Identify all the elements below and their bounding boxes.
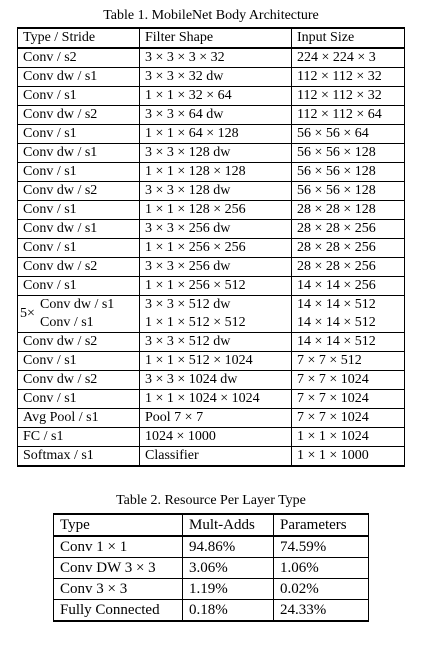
repeat-filter-shape: 1 × 1 × 512 × 512 bbox=[145, 315, 246, 330]
layer-type-cell: Conv DW 3 × 3 bbox=[54, 558, 183, 579]
layer-type-cell: Conv 3 × 3 bbox=[54, 579, 183, 600]
table-row bbox=[18, 48, 405, 68]
input-size-cell: 14 × 14 × 256 bbox=[292, 277, 405, 296]
table-row bbox=[54, 558, 369, 579]
table-row bbox=[18, 144, 405, 163]
table2-header-row bbox=[54, 514, 369, 536]
table-row bbox=[54, 536, 369, 558]
input-size-cell: 28 × 28 × 256 bbox=[292, 220, 405, 239]
filter-shape-cell: 1024 × 1000 bbox=[140, 428, 292, 447]
input-size-cell: 224 × 224 × 3 bbox=[292, 48, 405, 68]
type-stride-cell: Conv / s1 bbox=[18, 390, 140, 409]
filter-shape-cell: Classifier bbox=[140, 447, 292, 467]
type-stride-cell: Conv / s1 bbox=[18, 163, 140, 182]
input-size-cell: 7 × 7 × 1024 bbox=[292, 371, 405, 390]
input-size-cell: 56 × 56 × 64 bbox=[292, 125, 405, 144]
input-size-cell: 7 × 7 × 512 bbox=[292, 352, 405, 371]
filter-shape-cell: 1 × 1 × 1024 × 1024 bbox=[140, 390, 292, 409]
input-size-cell: 7 × 7 × 1024 bbox=[292, 409, 405, 428]
table-row bbox=[18, 352, 405, 371]
mult-adds-cell: 1.19% bbox=[183, 579, 274, 600]
filter-shape-cell: 3 × 3 × 128 dw bbox=[140, 182, 292, 201]
table2-caption: Table 2. Resource Per Layer Type bbox=[116, 493, 306, 508]
type-stride-cell: Conv dw / s2 bbox=[18, 371, 140, 390]
repeat-filter-shape: 3 × 3 × 512 dw bbox=[145, 297, 231, 312]
filter-shape-cell: 3 × 3 × 64 dw bbox=[140, 106, 292, 125]
header-parameters: Parameters bbox=[274, 514, 369, 536]
mult-adds-cell: 0.18% bbox=[183, 600, 274, 622]
filter-shape-cell: 1 × 1 × 128 × 128 bbox=[140, 163, 292, 182]
input-size-cell: 14 × 14 × 512 bbox=[292, 333, 405, 352]
type-stride-cell: Conv / s2 bbox=[18, 48, 140, 68]
type-stride-cell: Softmax / s1 bbox=[18, 447, 140, 467]
table1-caption: Table 1. MobileNet Body Architecture bbox=[103, 8, 319, 23]
input-size-cell: 56 × 56 × 128 bbox=[292, 182, 405, 201]
table-row bbox=[18, 220, 405, 239]
type-stride-cell: Conv / s1 bbox=[18, 87, 140, 106]
table-row bbox=[54, 600, 369, 622]
filter-shape-cell: 3 × 3 × 3 × 32 bbox=[140, 48, 292, 68]
header-type-stride: Type / Stride bbox=[18, 28, 140, 48]
filter-shape-cell: 1 × 1 × 512 × 1024 bbox=[140, 352, 292, 371]
repeat-input-size: 14 × 14 × 512 bbox=[297, 315, 376, 330]
mult-adds-cell: 94.86% bbox=[183, 536, 274, 558]
table2-body bbox=[54, 536, 369, 621]
type-stride-cell: Conv / s1 bbox=[18, 239, 140, 258]
parameters-cell: 24.33% bbox=[274, 600, 369, 622]
table-row bbox=[18, 258, 405, 277]
header-mult-adds: Mult-Adds bbox=[183, 514, 274, 536]
header-type: Type bbox=[54, 514, 183, 536]
type-stride-cell: Conv dw / s2 bbox=[18, 258, 140, 277]
input-size-cell: 112 × 112 × 32 bbox=[292, 87, 405, 106]
table-row bbox=[18, 428, 405, 447]
repeat-block-type-cell bbox=[18, 296, 140, 333]
input-size-cell: 1 × 1 × 1000 bbox=[292, 447, 405, 467]
input-size-cell: 56 × 56 × 128 bbox=[292, 144, 405, 163]
repeat-type-stride: Conv / s1 bbox=[40, 315, 94, 330]
filter-shape-cell: 3 × 3 × 256 dw bbox=[140, 258, 292, 277]
filter-shape-cell: 3 × 3 × 512 dw bbox=[140, 333, 292, 352]
type-stride-cell: Conv dw / s2 bbox=[18, 182, 140, 201]
input-size-cell: 7 × 7 × 1024 bbox=[292, 390, 405, 409]
header-filter-shape: Filter Shape bbox=[140, 28, 292, 48]
type-stride-cell: Conv dw / s2 bbox=[18, 106, 140, 125]
table-row bbox=[18, 277, 405, 296]
filter-shape-cell: 1 × 1 × 256 × 512 bbox=[140, 277, 292, 296]
table1-body bbox=[18, 48, 405, 466]
mult-adds-cell: 3.06% bbox=[183, 558, 274, 579]
input-size-cell: 56 × 56 × 128 bbox=[292, 163, 405, 182]
parameters-cell: 74.59% bbox=[274, 536, 369, 558]
filter-shape-cell bbox=[140, 296, 292, 333]
input-size-cell: 28 × 28 × 128 bbox=[292, 201, 405, 220]
type-stride-cell: Conv / s1 bbox=[18, 201, 140, 220]
input-size-cell: 112 × 112 × 32 bbox=[292, 68, 405, 87]
input-size-cell: 112 × 112 × 64 bbox=[292, 106, 405, 125]
mobilenet-architecture-table bbox=[17, 27, 405, 467]
table-row bbox=[18, 182, 405, 201]
filter-shape-cell: 3 × 3 × 128 dw bbox=[140, 144, 292, 163]
repeat-type-stride: Conv dw / s1 bbox=[40, 297, 115, 312]
table-row bbox=[54, 579, 369, 600]
layer-type-cell: Conv 1 × 1 bbox=[54, 536, 183, 558]
type-stride-cell: Conv dw / s1 bbox=[18, 220, 140, 239]
table-row bbox=[18, 201, 405, 220]
type-stride-cell: Conv dw / s1 bbox=[18, 144, 140, 163]
type-stride-cell: Conv dw / s1 bbox=[18, 68, 140, 87]
parameters-cell: 0.02% bbox=[274, 579, 369, 600]
repeat-multiplier: 5× bbox=[20, 306, 35, 321]
table-row bbox=[18, 106, 405, 125]
input-size-cell: 28 × 28 × 256 bbox=[292, 258, 405, 277]
filter-shape-cell: Pool 7 × 7 bbox=[140, 409, 292, 428]
table-row bbox=[18, 87, 405, 106]
type-stride-cell: Avg Pool / s1 bbox=[18, 409, 140, 428]
type-stride-cell: Conv dw / s2 bbox=[18, 333, 140, 352]
table-row bbox=[18, 239, 405, 258]
filter-shape-cell: 3 × 3 × 256 dw bbox=[140, 220, 292, 239]
parameters-cell: 1.06% bbox=[274, 558, 369, 579]
filter-shape-cell: 1 × 1 × 128 × 256 bbox=[140, 201, 292, 220]
input-size-cell: 28 × 28 × 256 bbox=[292, 239, 405, 258]
input-size-cell: 1 × 1 × 1024 bbox=[292, 428, 405, 447]
input-size-cell bbox=[292, 296, 405, 333]
table-row bbox=[18, 333, 405, 352]
table-row bbox=[18, 68, 405, 87]
filter-shape-cell: 1 × 1 × 64 × 128 bbox=[140, 125, 292, 144]
table-row bbox=[18, 125, 405, 144]
repeat-input-size: 14 × 14 × 512 bbox=[297, 297, 376, 312]
type-stride-cell: Conv / s1 bbox=[18, 352, 140, 371]
resource-per-layer-table bbox=[53, 513, 369, 622]
type-stride-cell: FC / s1 bbox=[18, 428, 140, 447]
filter-shape-cell: 3 × 3 × 32 dw bbox=[140, 68, 292, 87]
type-stride-cell: Conv / s1 bbox=[18, 125, 140, 144]
table-row bbox=[18, 163, 405, 182]
layer-type-cell: Fully Connected bbox=[54, 600, 183, 622]
type-stride-cell: Conv / s1 bbox=[18, 277, 140, 296]
table-row bbox=[18, 390, 405, 409]
filter-shape-cell: 1 × 1 × 256 × 256 bbox=[140, 239, 292, 258]
table-row bbox=[18, 447, 405, 467]
header-input-size: Input Size bbox=[292, 28, 405, 48]
filter-shape-cell: 3 × 3 × 1024 dw bbox=[140, 371, 292, 390]
table-row bbox=[18, 371, 405, 390]
table-row bbox=[18, 409, 405, 428]
repeat-block-row bbox=[18, 296, 405, 333]
table1-header-row bbox=[18, 28, 405, 48]
filter-shape-cell: 1 × 1 × 32 × 64 bbox=[140, 87, 292, 106]
